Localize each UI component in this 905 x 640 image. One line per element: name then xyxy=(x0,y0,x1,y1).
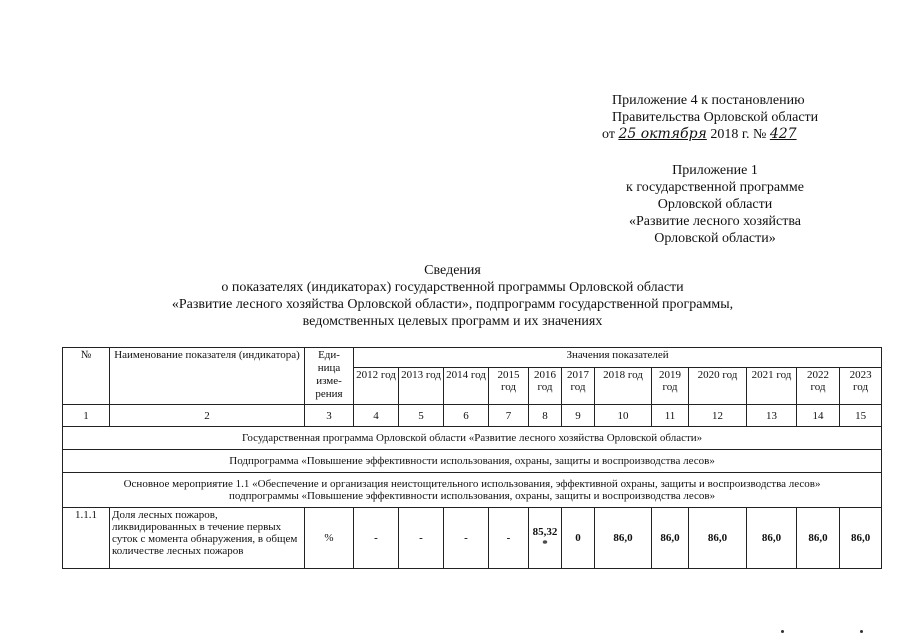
year-header: 2023 год xyxy=(840,368,882,405)
column-number: 9 xyxy=(562,405,595,427)
row-value: 0 xyxy=(562,508,595,569)
appendix-line-2: к государственной программе xyxy=(626,180,804,195)
section-main-activity xyxy=(63,473,882,508)
appendix-line-1: Приложение 1 xyxy=(672,163,758,178)
row-value: 86,0 xyxy=(689,508,747,569)
date-day: 25 октября xyxy=(618,126,707,142)
approval-line-2: Правительства Орловской области xyxy=(612,110,819,125)
year-header: 2021 год xyxy=(747,368,797,405)
row-value: 86,0 xyxy=(797,508,840,569)
document-title xyxy=(0,262,905,330)
year-header: 2014 год xyxy=(444,368,489,405)
appendix-line-3: Орловской области xyxy=(657,197,773,212)
row-value: 85,32 * xyxy=(529,508,562,569)
column-number: 3 xyxy=(305,405,354,427)
column-number: 5 xyxy=(399,405,444,427)
row-unit: % xyxy=(305,508,354,569)
col-header-name: Наименование показателя (индикатора) xyxy=(110,348,305,405)
title-line-1: Сведения xyxy=(424,263,481,278)
year-header: 2015 год xyxy=(489,368,529,405)
section-main-activity-line-1: Основное мероприятие 1.1 «Обеспечение и организация неистощительного использования, эффективной охраны, защиты и воспроизводства лесов» xyxy=(123,478,821,490)
column-number: 12 xyxy=(689,405,747,427)
appendix-line-4: «Развитие лесного хозяйства xyxy=(628,214,801,229)
row-value: - xyxy=(444,508,489,569)
approval-line-1: Приложение 4 к постановлению xyxy=(612,93,805,108)
year-header: 2019 год xyxy=(652,368,689,405)
title-line-2: о показателях (индикаторах) государственной программы Орловской области xyxy=(221,280,684,295)
row-value: - xyxy=(399,508,444,569)
year-header: 2016 год xyxy=(529,368,562,405)
column-number: 10 xyxy=(595,405,652,427)
title-line-4: ведомственных целевых программ и их значениях xyxy=(302,314,603,329)
indicators-table xyxy=(62,347,882,569)
year-header: 2013 год xyxy=(399,368,444,405)
title-line-3: «Развитие лесного хозяйства Орловской области», подпрограмм государственной программы, xyxy=(171,297,734,312)
appendix-line-5: Орловской области» xyxy=(654,231,776,246)
approval-date-line xyxy=(602,126,842,143)
column-numbers-row xyxy=(63,405,882,427)
col-header-unit: Еди-ница изме-рения xyxy=(305,348,354,405)
column-number: 6 xyxy=(444,405,489,427)
date-prefix: от xyxy=(602,127,615,142)
col-header-no: № xyxy=(63,348,110,405)
row-value: 86,0 xyxy=(652,508,689,569)
year-header: 2020 год xyxy=(689,368,747,405)
table-row xyxy=(63,508,882,569)
row-value: - xyxy=(489,508,529,569)
col-header-values: Значения показателей xyxy=(354,348,882,368)
column-number: 8 xyxy=(529,405,562,427)
column-number: 2 xyxy=(110,405,305,427)
section-subprogram: Подпрограмма «Повышение эффективности использования, охраны, защиты и воспроизводства лесов» xyxy=(63,450,882,473)
date-number: 427 xyxy=(769,126,797,142)
row-value: 86,0 xyxy=(595,508,652,569)
column-number: 7 xyxy=(489,405,529,427)
column-number: 15 xyxy=(840,405,882,427)
column-number: 1 xyxy=(63,405,110,427)
row-number: 1.1.1 xyxy=(63,508,110,569)
column-number: 11 xyxy=(652,405,689,427)
scan-speck xyxy=(781,630,784,633)
scan-speck xyxy=(860,630,863,633)
row-value: - xyxy=(354,508,399,569)
row-value: 86,0 xyxy=(747,508,797,569)
date-year: 2018 г. № xyxy=(710,127,767,142)
year-header: 2017 год xyxy=(562,368,595,405)
row-indicator-name: Доля лесных пожаров, ликвидированных в течение первых суток с момента обнаружения, в общем количестве лесных пожаров xyxy=(110,508,305,569)
year-header: 2012 год xyxy=(354,368,399,405)
column-number: 13 xyxy=(747,405,797,427)
column-number: 14 xyxy=(797,405,840,427)
year-header: 2022 год xyxy=(797,368,840,405)
column-number: 4 xyxy=(354,405,399,427)
row-value: 86,0 xyxy=(840,508,882,569)
year-header: 2018 год xyxy=(595,368,652,405)
appendix-block xyxy=(600,162,830,247)
section-state-program: Государственная программа Орловской области «Развитие лесного хозяйства Орловской области» xyxy=(63,427,882,450)
approval-block xyxy=(602,92,842,143)
section-main-activity-line-2: подпрограммы «Повышение эффективности использования, охраны, защиты и воспроизводства лесов» xyxy=(229,490,716,502)
